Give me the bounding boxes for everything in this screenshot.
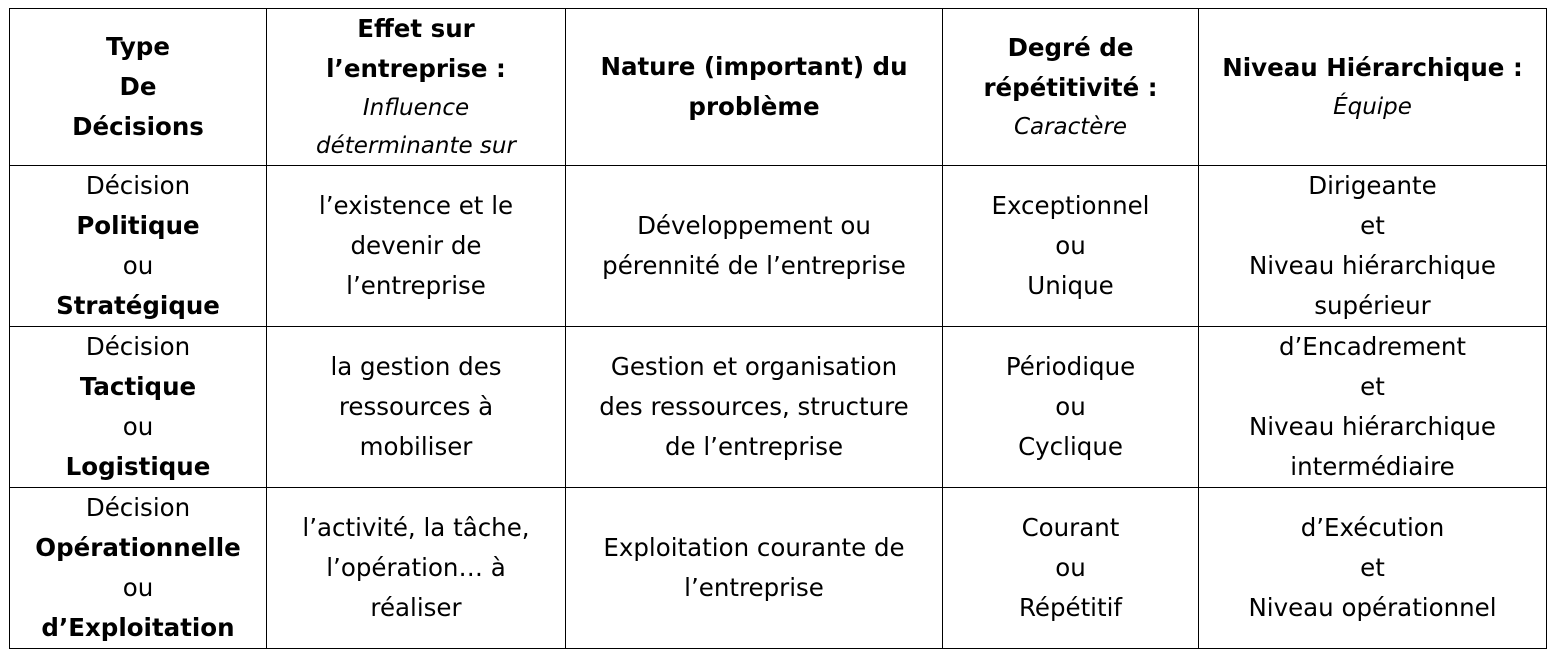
table-row <box>10 488 1547 649</box>
cell-text: Développement ou <box>637 211 871 240</box>
cell-text: Exploitation courante de <box>603 533 905 562</box>
cell-text: l’existence et le <box>318 191 514 220</box>
cell-text: des ressources, structure <box>599 392 909 421</box>
header-text: problème <box>688 92 820 121</box>
cell-text: Niveau opérationnel <box>1248 593 1497 622</box>
header-text: répétitivité : <box>983 73 1158 102</box>
cell-nature <box>566 488 943 649</box>
cell-niveau <box>1199 327 1547 488</box>
cell-text: Unique <box>1027 271 1114 300</box>
cell-niveau <box>1199 488 1547 649</box>
header-row <box>10 9 1547 166</box>
cell-nature <box>566 327 943 488</box>
cell-text: mobiliser <box>359 432 473 461</box>
type-name: Stratégique <box>56 291 220 320</box>
cell-effet <box>267 166 566 327</box>
header-subtitle: Influence <box>362 95 470 121</box>
type-line: ou <box>122 573 154 602</box>
type-name: Opérationnelle <box>35 533 241 562</box>
cell-text: et <box>1360 211 1385 240</box>
header-subtitle: Équipe <box>1333 94 1412 120</box>
cell-text: pérennité de l’entreprise <box>602 251 906 280</box>
type-line: Décision <box>85 332 191 361</box>
header-text: l’entreprise : <box>326 54 506 83</box>
header-text: Niveau Hiérarchique : <box>1222 53 1523 82</box>
header-subtitle: déterminante sur <box>316 133 516 159</box>
type-line: ou <box>122 412 154 441</box>
cell-text: et <box>1360 553 1385 582</box>
header-text: De <box>119 72 157 101</box>
header-subtitle: Caractère <box>1013 114 1128 140</box>
header-text: Type <box>106 32 170 61</box>
type-line: ou <box>122 251 154 280</box>
type-name: Logistique <box>65 452 211 481</box>
cell-text: Dirigeante <box>1308 171 1437 200</box>
header-text: Effet sur <box>357 14 475 43</box>
cell-effet <box>267 488 566 649</box>
cell-text: de l’entreprise <box>664 432 844 461</box>
type-line: Décision <box>85 171 191 200</box>
type-name: Tactique <box>79 372 197 401</box>
cell-nature <box>566 166 943 327</box>
type-name: Politique <box>76 211 200 240</box>
cell-degre <box>943 327 1199 488</box>
header-text: Décisions <box>72 112 204 141</box>
cell-type <box>10 166 267 327</box>
cell-text: l’opération… à <box>326 553 506 582</box>
cell-text: intermédiaire <box>1290 452 1455 481</box>
header-effet <box>267 9 566 166</box>
cell-text: l’entreprise <box>684 573 824 602</box>
header-degre <box>943 9 1199 166</box>
header-type <box>10 9 267 166</box>
cell-text: Répétitif <box>1018 593 1123 622</box>
table-row <box>10 327 1547 488</box>
cell-text: Niveau hiérarchique <box>1248 412 1497 441</box>
cell-text: d’Exécution <box>1300 513 1445 542</box>
header-nature <box>566 9 943 166</box>
cell-text: Courant <box>1021 513 1120 542</box>
cell-text: Gestion et organisation <box>610 352 898 381</box>
cell-type <box>10 327 267 488</box>
cell-effet <box>267 327 566 488</box>
cell-text: l’entreprise <box>346 271 486 300</box>
cell-text: la gestion des <box>330 352 502 381</box>
cell-text: Exceptionnel <box>991 191 1150 220</box>
cell-text: Niveau hiérarchique <box>1248 251 1497 280</box>
cell-text: supérieur <box>1314 291 1431 320</box>
header-text: Nature (important) du <box>600 52 908 81</box>
cell-degre <box>943 166 1199 327</box>
cell-text: d’Encadrement <box>1278 332 1467 361</box>
cell-text: ou <box>1055 392 1086 421</box>
header-niveau <box>1199 9 1547 166</box>
table-row <box>10 166 1547 327</box>
header-text: Degré de <box>1007 33 1134 62</box>
cell-text: Périodique <box>1005 352 1136 381</box>
cell-niveau <box>1199 166 1547 327</box>
cell-text: ressources à <box>338 392 494 421</box>
cell-text: devenir de <box>350 231 482 260</box>
cell-degre <box>943 488 1199 649</box>
cell-text: ou <box>1055 553 1086 582</box>
cell-text: réaliser <box>370 593 462 622</box>
cell-text: l’activité, la tâche, <box>302 513 530 542</box>
type-name: d’Exploitation <box>41 613 235 642</box>
type-line: Décision <box>85 493 191 522</box>
cell-text: Cyclique <box>1018 432 1123 461</box>
cell-text: et <box>1360 372 1385 401</box>
decision-types-table <box>9 8 1547 649</box>
cell-type <box>10 488 267 649</box>
cell-text: ou <box>1055 231 1086 260</box>
